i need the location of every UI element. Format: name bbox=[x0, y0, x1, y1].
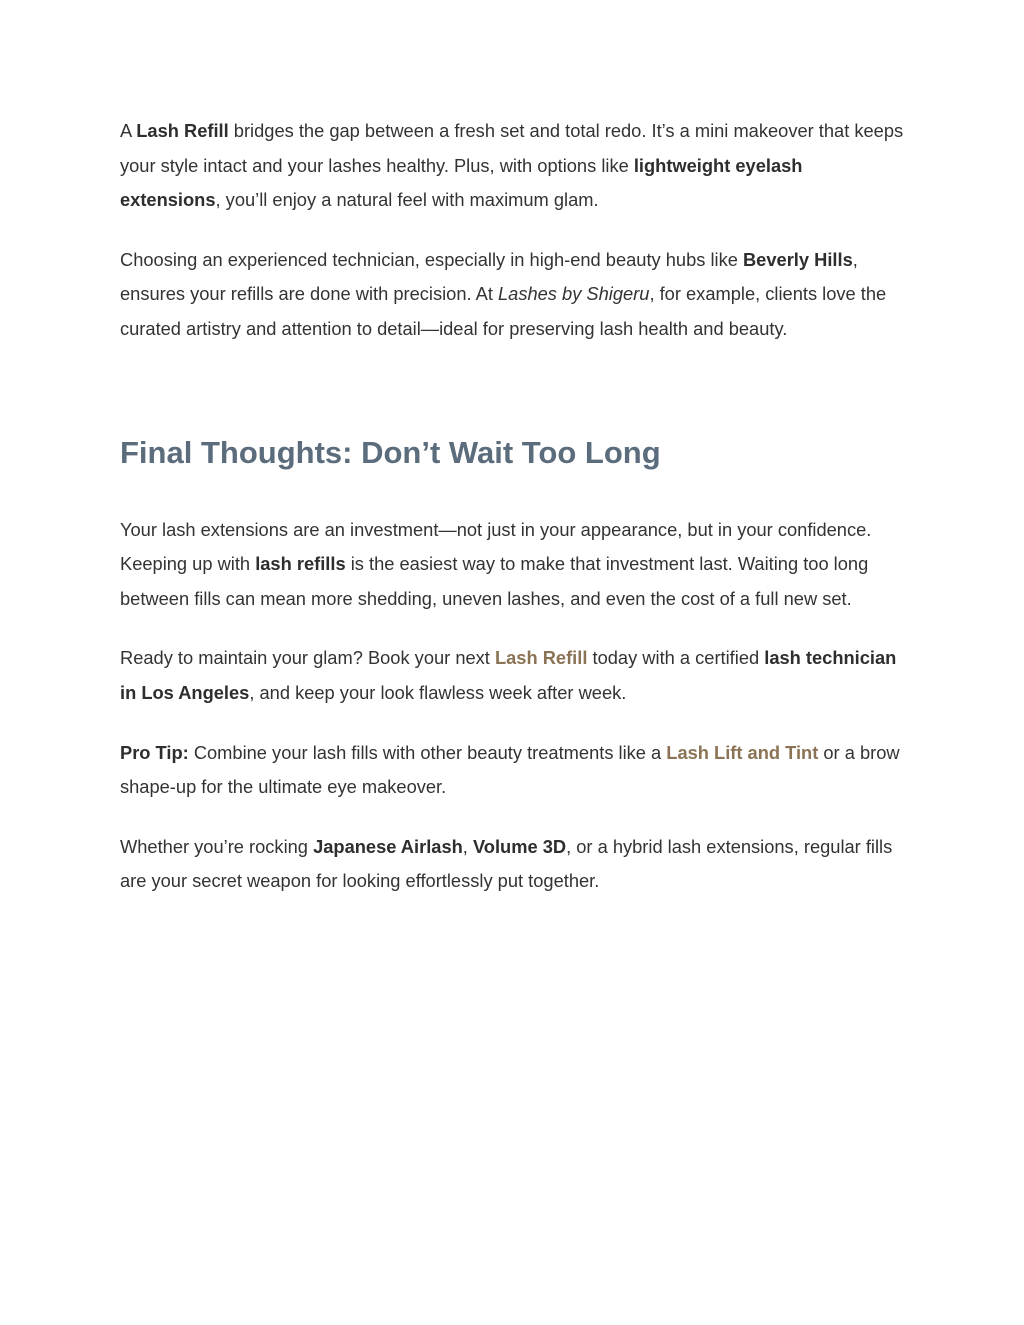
paragraph-closing bbox=[120, 830, 906, 899]
text-run: Whether you’re rocking bbox=[120, 835, 314, 857]
text-run: is the easiest way to make that investment last. Waiting too long between fills can mean more shedding, uneven lashes, and even the cost of a full new set. bbox=[120, 553, 869, 609]
bold-lash-refills: lash refills bbox=[255, 553, 346, 575]
text-run: Choosing an experienced technician, especially in high-end beauty hubs like bbox=[120, 248, 743, 270]
text-run: bridges the gap between a fresh set and total redo. It’s a mini makeover that keeps your style intact and your lashes healthy. Plus, with options like bbox=[120, 120, 904, 176]
section-heading-wrap bbox=[120, 433, 906, 473]
bold-pro-tip: Pro Tip: bbox=[120, 741, 189, 763]
lash-lift-and-tint-link[interactable]: Lash Lift and Tint bbox=[666, 741, 819, 763]
text-run: , ensures your refills are done with precision. At bbox=[120, 248, 858, 305]
italic-lashes-by-shigeru: Lashes by Shigeru bbox=[498, 283, 650, 305]
text-run: or a brow shape-up for the ultimate eye makeover. bbox=[120, 741, 900, 798]
text-run: today with a certified bbox=[587, 647, 765, 669]
paragraph-lash-refill-intro bbox=[120, 114, 906, 218]
text-run: A bbox=[120, 120, 137, 141]
bold-japanese-airlash: Japanese Airlash bbox=[313, 835, 463, 857]
paragraph-technician bbox=[120, 243, 906, 347]
article-body bbox=[120, 114, 906, 899]
section-heading: Final Thoughts: Don’t Wait Too Long bbox=[120, 434, 661, 470]
bold-lightweight-extensions: lightweight eyelash extensions bbox=[120, 154, 803, 211]
bold-volume-3d: Volume 3D bbox=[472, 835, 567, 857]
paragraph-book-next bbox=[120, 641, 906, 710]
text-run: , bbox=[462, 835, 473, 857]
paragraph-pro-tip bbox=[120, 736, 906, 805]
lash-refill-link[interactable]: Lash Refill bbox=[494, 647, 588, 669]
text-run: , or a hybrid lash extensions, regular fills are your secret weapon for looking effortlessly put together. bbox=[120, 835, 893, 892]
text-run: Combine your lash fills with other beauty treatments like a bbox=[188, 741, 667, 763]
text-run: Ready to maintain your glam? Book your next bbox=[120, 647, 495, 669]
bold-lash-technician-la: lash technician in Los Angeles bbox=[120, 647, 897, 703]
paragraph-investment bbox=[120, 513, 906, 617]
text-run: , and keep your look flawless week after week. bbox=[249, 681, 627, 703]
text-run: , you’ll enjoy a natural feel with maximum glam. bbox=[215, 189, 599, 211]
text-run: , for example, clients love the curated artistry and attention to detail—ideal for preserving lash health and beauty. bbox=[120, 283, 887, 339]
bold-lash-refill: Lash Refill bbox=[136, 120, 229, 141]
bold-beverly-hills: Beverly Hills bbox=[742, 248, 853, 270]
text-run: Your lash extensions are an investment—not just in your appearance, but in your confidence. Keeping up with bbox=[120, 518, 872, 575]
